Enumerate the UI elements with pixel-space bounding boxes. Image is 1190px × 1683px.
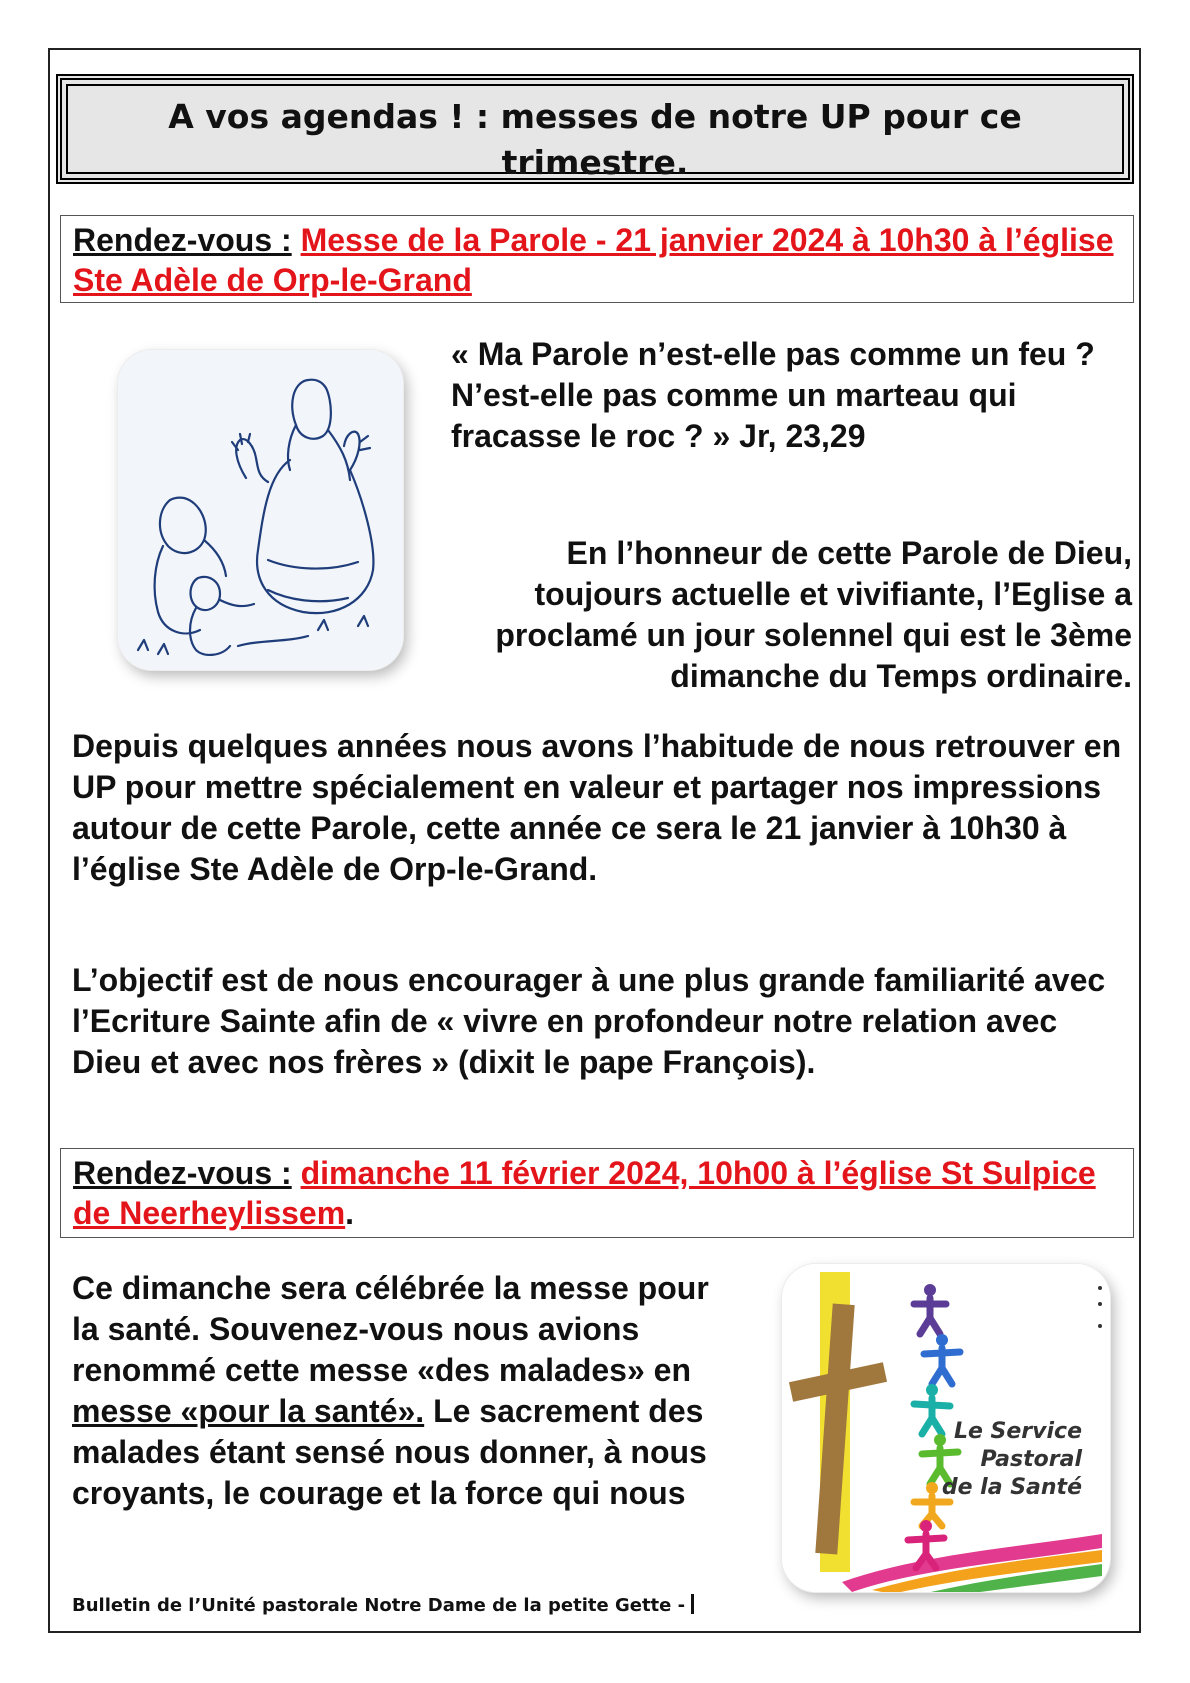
logo-line-3: de la Santé	[941, 1475, 1082, 1500]
bible-quote: « Ma Parole n’est-elle pas comme un feu ? N’est-elle pas comme un marteau qui fracasse le roc ? » Jr, 23,29	[451, 336, 1095, 454]
jesus-children-drawing	[118, 350, 403, 670]
header-box	[56, 74, 1134, 184]
pastoral-sante-logo-drawing	[782, 1264, 1110, 1592]
pastoral-sante-logo	[782, 1264, 1110, 1592]
sante-text-part2: Le sacrement des malades étant sensé nous donner, à nous croyants, le courage et la force qui nous	[72, 1393, 707, 1511]
paragraph-honneur: En l’honneur de cette Parole de Dieu, toujours actuelle et vivifiante, l’Eglise a proclamé un jour solennel qui est le 3ème dimanche du Temps ordinaire.	[495, 535, 1132, 694]
logo-line-1: Le Service	[953, 1419, 1082, 1444]
rendezvous-box-1	[60, 215, 1134, 303]
paragraph-objectif: L’objectif est de nous encourager à une plus grande familiarité avec l’Ecriture Sainte afin de « vivre en profondeur notre relation avec Dieu et avec nos frères » (dixit le pape François).	[72, 962, 1106, 1080]
rendezvous-label: Rendez-vous :	[73, 1155, 292, 1191]
footer-cursor-mark	[691, 1594, 694, 1614]
sante-text-part1: Ce dimanche sera célébrée la messe pour la santé. Souvenez-vous nous avions renommé cette messe «des malades» en	[72, 1270, 709, 1388]
sante-underlined: messe «pour la santé».	[72, 1393, 425, 1429]
jesus-children-illustration	[118, 350, 403, 670]
paragraph-sante	[72, 1268, 732, 1514]
logo-line-2: Pastoral	[980, 1447, 1082, 1472]
rendezvous-details: dimanche 11 février 2024, 10h00 à l’église St Sulpice de Neerheylissem	[73, 1155, 1096, 1231]
page-title: A vos agendas ! : messes de notre UP pour ce trimestre.	[168, 97, 1022, 182]
footer-text: Bulletin de l’Unité pastorale Notre Dame de la petite Gette -	[72, 1595, 692, 1616]
paragraph-depuis: Depuis quelques années nous avons l’habitude de nous retrouver en UP pour mettre spécialement en valeur et partager nos impressions autour de cette Parole, cette année ce sera le 21 janvier à 10h30 à l’église Ste Adèle de Orp-le-Grand.	[72, 728, 1122, 887]
rendezvous-label: Rendez-vous :	[73, 222, 292, 258]
footer	[72, 1594, 694, 1616]
rendezvous-details: Messe de la Parole - 21 janvier 2024 à 10h30 à l’église Ste Adèle de Orp-le-Grand	[73, 222, 1114, 298]
rendezvous-box-2	[60, 1148, 1134, 1238]
rendezvous-end: .	[345, 1195, 355, 1231]
